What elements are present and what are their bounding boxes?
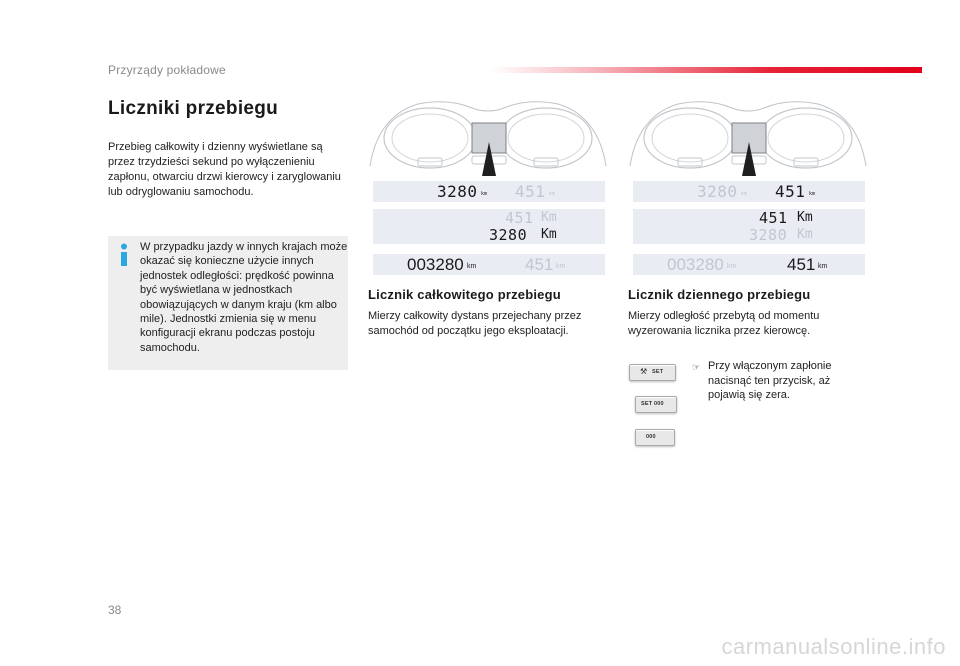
- display-trip-value: 451: [787, 255, 816, 274]
- set-reset-button-label: SET 000: [641, 401, 664, 407]
- display-trip-value: 451: [759, 209, 788, 227]
- display-trip-value: 451: [515, 182, 546, 201]
- wrench-icon: ⚒: [640, 367, 648, 376]
- display-trip-style1: [633, 181, 865, 202]
- display-total-value: 003280: [667, 255, 724, 274]
- display-total-value: 3280: [749, 226, 788, 244]
- display-total-unit: Km: [797, 227, 813, 242]
- display-total-unit: km: [481, 191, 488, 197]
- display-trip-unit: km: [549, 191, 556, 197]
- display-trip-value: 451: [775, 182, 806, 201]
- display-total-unit: km: [741, 191, 748, 197]
- display-total-value: 3280: [697, 182, 738, 201]
- total-counter-heading: Licznik całkowitego przebiegu: [368, 287, 561, 302]
- display-total-style1: [373, 181, 605, 202]
- page-number: 38: [108, 603, 122, 617]
- trip-reset-instruction: Przy włączonym zapłonie nacisnąć ten przycisk, aż pojawią się zera.: [708, 360, 832, 401]
- display-total-value: 003280: [407, 255, 464, 274]
- display-trip-style2: [633, 209, 865, 244]
- display-trip-value: 451: [505, 209, 534, 227]
- display-trip-unit: Km: [541, 210, 557, 225]
- display-trip-unit: km: [556, 263, 566, 270]
- set-button[interactable]: [629, 364, 676, 381]
- section-header: Przyrządy pokładowe: [108, 63, 226, 77]
- instrument-cluster-illustration-total: [368, 96, 608, 176]
- display-total-unit: km: [727, 263, 737, 270]
- reset-button-label: 000: [646, 434, 656, 440]
- set-button-label: SET: [652, 369, 664, 375]
- reset-button[interactable]: [635, 429, 675, 446]
- display-trip-unit: km: [809, 191, 816, 197]
- pointing-hand-icon: ☞: [692, 362, 701, 372]
- display-total-style2: [373, 209, 605, 244]
- display-total-unit: Km: [541, 227, 557, 242]
- display-total-value: 3280: [437, 182, 478, 201]
- trip-counter-heading: Licznik dziennego przebiegu: [628, 287, 811, 302]
- display-trip-style3: [633, 254, 865, 275]
- intro-paragraph: Przebieg całkowity i dzienny wyświetlane są przez trzydzieści sekund po wyłączenieniu zapłonu, otwarciu drzwi kierowcy i zaryglowaniu lub odryglowaniu samochodu.: [108, 141, 341, 198]
- total-counter-text: Mierzy całkowity dystans przejechany przez samochód od początku jego eksploatacji.: [368, 310, 582, 337]
- display-trip-value: 451: [525, 255, 554, 274]
- watermark: carmanualsonline.info: [721, 634, 946, 659]
- display-trip-unit: km: [818, 263, 828, 270]
- display-total-style3: [373, 254, 605, 275]
- display-total-unit: km: [467, 263, 477, 270]
- set-reset-button[interactable]: [635, 396, 677, 413]
- page-title: Liczniki przebiegu: [108, 98, 279, 119]
- display-total-value: 3280: [489, 226, 528, 244]
- info-icon: [119, 243, 129, 272]
- trip-counter-text: Mierzy odległość przebytą od momentu wyzerowania licznika przez kierowcę.: [628, 310, 820, 337]
- display-trip-unit: Km: [797, 210, 813, 225]
- header-accent-bar: [490, 67, 922, 73]
- info-box-text: W przypadku jazdy w innych krajach może okazać się konieczne użycie innych jednostek odległości: prędkość powinna być wyświetlana w jednostkach obowiązujących w danym kraju (km albo mile). Jednostki zmienia się w menu konfiguracji ekranu podczas postoju samochodu.: [140, 241, 348, 354]
- info-box: [108, 236, 348, 370]
- instrument-cluster-illustration-trip: [628, 96, 868, 176]
